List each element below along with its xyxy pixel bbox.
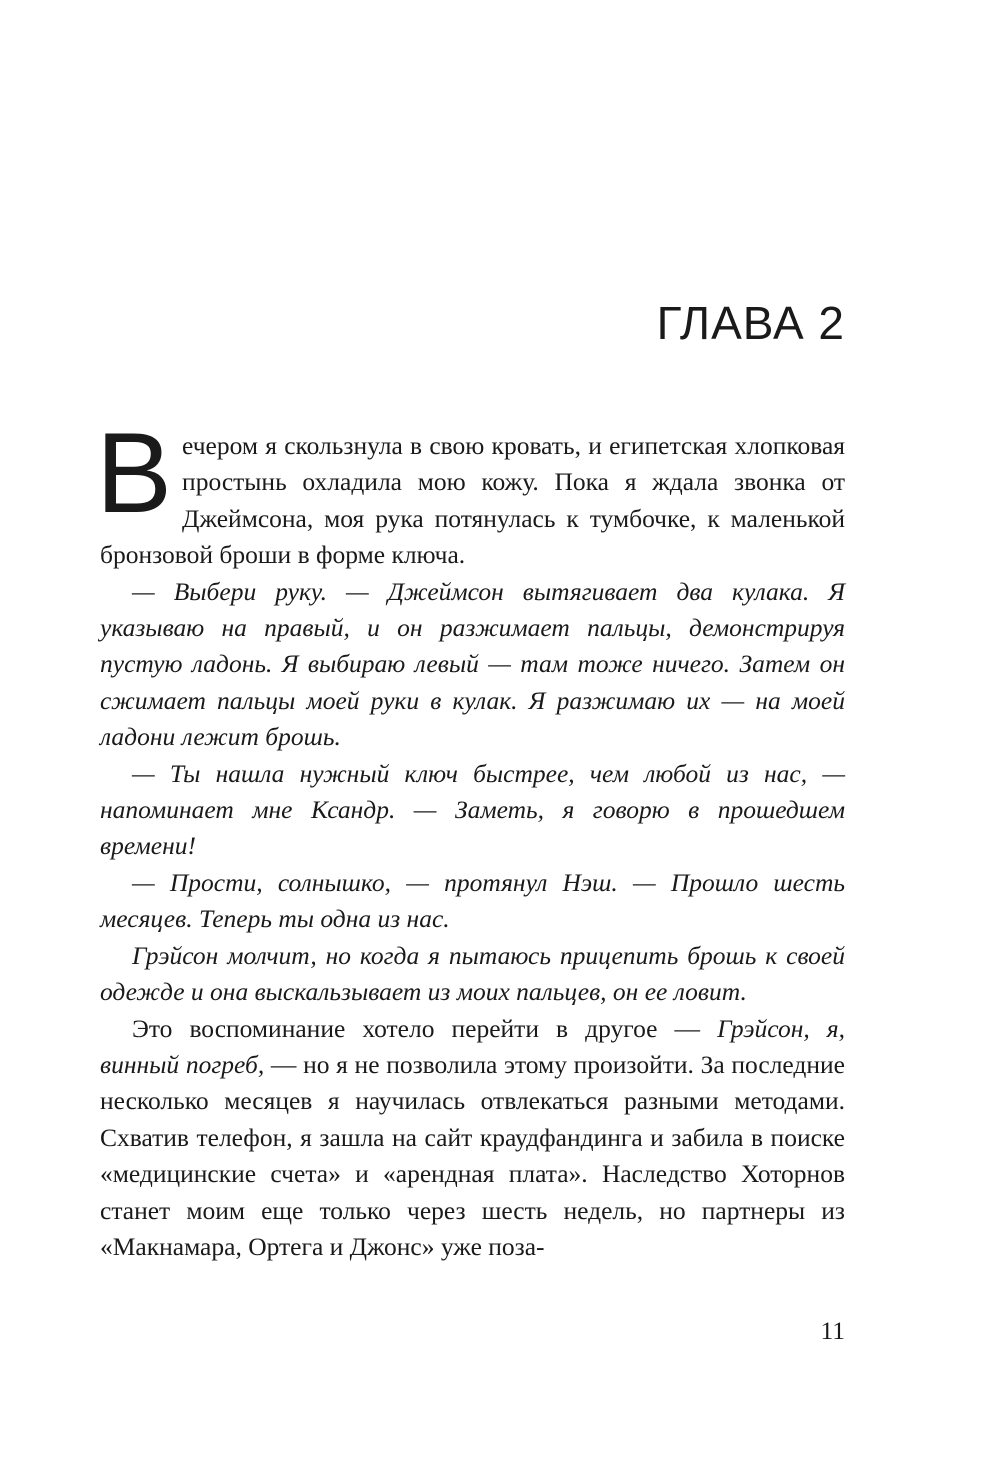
paragraph-6-text-b: — но я не позволила этому произойти. За последние несколько месяцев я научилась отвлекаться разными методами. Схватив телефон, я зашла на сайт краудфандинга и забила в поиске «медицинские счета» и «арендная плата». Наследство Хоторнов станет моим еще только через шесть недель, но партнеры из «Макнамара, Ортега и Джонс» уже поза- [100, 1049, 845, 1261]
paragraph-5: Грэйсон молчит, но когда я пытаюсь прицепить брошь к своей одежде и она выскальзывает из моих пальцев, он ее ловит. [100, 940, 845, 1007]
chapter-title: ГЛАВА 2 [656, 297, 845, 349]
paragraph-3: — Ты нашла нужный ключ быстрее, чем любой из нас, — напоминает мне Ксандр. — Заметь, я говорю в прошедшем времени! [100, 758, 845, 861]
drop-cap: В [96, 410, 173, 537]
paragraph-6-italic: Грэйсон, я, винный погреб, [100, 1013, 846, 1079]
paragraph-4: — Прости, солнышко, — протянул Нэш. — Прошло шесть месяцев. Теперь ты одна из нас. [100, 867, 845, 934]
paragraph-1 [96, 410, 845, 574]
paragraph-6-text-a: Это воспоминание хотело перейти в другое — [132, 1013, 718, 1043]
paragraph-2: — Выбери руку. — Джеймсон вытягивает два кулака. Я указываю на правый, и он разжимает пальцы, демонстрируя пустую ладонь. Я выбираю левый — там тоже ничего. Затем он сжимает пальцы моей руки в кулак. Я разжимаю их — на моей ладони лежит брошь. [100, 576, 845, 752]
paragraph-6 [100, 1011, 845, 1266]
chapter-text [96, 410, 846, 1265]
paragraph-1-text: ечером я скользнула в свою кровать, и египетская хлопковая простынь охладила мою кожу. Пока я ждала звонка от Джеймсона, моя рука потянулась к тумбочке, к маленькой бронзовой броши в форме ключа. [100, 431, 845, 570]
page-number: 11 [820, 1316, 845, 1345]
